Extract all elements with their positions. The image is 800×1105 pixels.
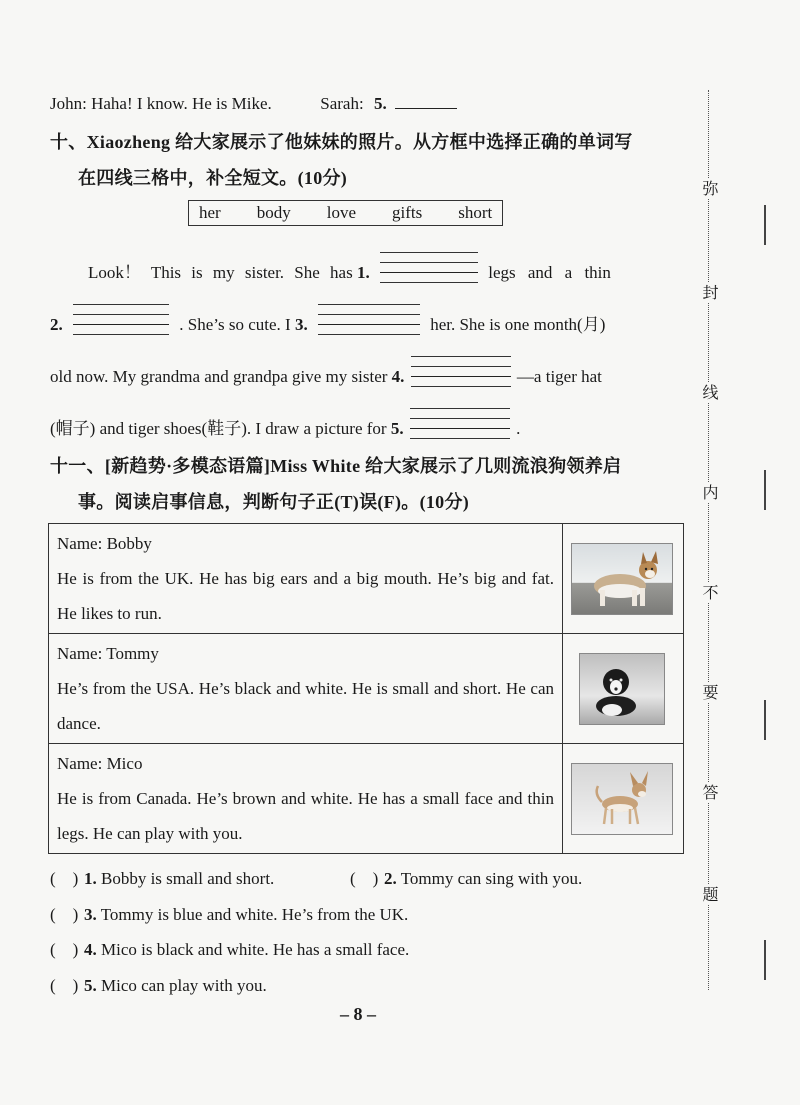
question-number: 4.	[84, 940, 97, 959]
edge-mark	[764, 470, 766, 510]
fourline-blank-5[interactable]	[410, 408, 510, 444]
top-dialogue-line	[50, 94, 457, 114]
edge-mark	[764, 940, 766, 980]
dog-photo-cell	[563, 634, 684, 744]
word-short: short	[458, 203, 493, 222]
dog-info-cell	[49, 634, 563, 744]
word-box	[188, 200, 503, 226]
answer-paren[interactable]: ( )	[50, 976, 79, 995]
passage-text: her. She is one month(月)	[430, 315, 606, 334]
blank-number-4: 4.	[391, 367, 405, 386]
question-5	[50, 971, 267, 996]
fourline-blank-4[interactable]	[411, 356, 511, 392]
question-text: Tommy can sing with you.	[400, 869, 583, 888]
answer-paren[interactable]: ( )	[50, 905, 79, 924]
fourline-blank-1[interactable]	[380, 252, 478, 288]
seal-char: 题	[697, 884, 720, 904]
passage-text: (帽子) and tiger shoes(鞋子). I draw a picture for	[50, 419, 387, 438]
sarah-label: Sarah:	[320, 94, 364, 113]
question-text: Mico is black and white. He has a small face.	[101, 940, 410, 959]
blank-number-2: 2.	[50, 315, 63, 334]
corgi-dog-photo	[571, 543, 673, 615]
passage-text: old now. My grandma and grandpa give my sister	[50, 367, 388, 386]
question-text: Bobby is small and short.	[101, 869, 275, 888]
edge-mark	[764, 700, 766, 740]
seal-char: 要	[697, 682, 720, 702]
word-her: her	[199, 203, 221, 222]
answer-paren[interactable]: ( )	[50, 940, 79, 959]
seal-char: 答	[697, 782, 720, 802]
word-gifts: gifts	[392, 203, 423, 222]
blank-number-1: 1.	[356, 263, 370, 282]
blank-number-3: 3.	[294, 315, 308, 334]
dog-info-cell	[49, 524, 563, 634]
table-row	[49, 524, 684, 634]
question-number: 2.	[384, 869, 397, 888]
answer-paren[interactable]: ( )	[350, 869, 379, 888]
dog-description: He’s from the USA. He’s black and white. He is small and short. He can dance.	[57, 679, 554, 733]
section10-title-line1: 十、Xiaozheng 给大家展示了他妹妹的照片。从方框中选择正确的单词写	[50, 132, 633, 152]
page-number: – 8 –	[340, 1004, 376, 1024]
table-row	[49, 634, 684, 744]
passage-text: Look！ This is my sister. She has	[88, 263, 353, 282]
passage-text: . She’s so cute. I	[179, 315, 291, 334]
passage-text: —a tiger hat	[516, 367, 602, 386]
black-white-puppy-photo	[579, 653, 665, 725]
dog-name: Name: Bobby	[57, 534, 152, 553]
john-line: John: Haha! I know. He is Mike.	[50, 94, 272, 113]
dog-photo-cell	[563, 744, 684, 854]
adoption-notice-table	[48, 523, 684, 854]
seal-char: 内	[697, 482, 720, 502]
question-4	[50, 935, 409, 960]
passage-line-3	[50, 356, 602, 392]
fourline-blank-2[interactable]	[73, 304, 169, 340]
passage-line-2	[50, 304, 605, 340]
blank-number-5: 5.	[390, 419, 404, 438]
seal-char: 不	[697, 582, 720, 602]
passage-line-4	[50, 408, 520, 444]
seal-char: 线	[697, 382, 720, 402]
passage-line-1	[88, 252, 611, 288]
answer-blank[interactable]	[395, 94, 457, 109]
fourline-blank-3[interactable]	[318, 304, 420, 340]
section11-title-line2: 事。阅读启事信息，判断句子正(T)误(F)。(10分)	[78, 492, 470, 512]
question-text: Tommy is blue and white. He’s from the UK.	[100, 905, 409, 924]
dog-info-cell	[49, 744, 563, 854]
question-3	[50, 900, 408, 925]
word-love: love	[326, 203, 356, 222]
chihuahua-photo	[571, 763, 673, 835]
question-number: 5.	[373, 94, 387, 113]
section11-title-line1: 十一、[新趋势·多模态语篇]Miss White 给大家展示了几则流浪狗领养启	[50, 456, 622, 476]
seal-line	[694, 90, 724, 990]
edge-mark	[764, 205, 766, 245]
dog-photo-cell	[563, 524, 684, 634]
dog-name: Name: Mico	[57, 754, 143, 773]
question-1	[50, 864, 274, 889]
seal-dotted-line	[708, 90, 709, 990]
seal-char: 弥	[697, 178, 720, 198]
question-text: Mico can play with you.	[101, 976, 267, 995]
seal-char: 封	[697, 282, 720, 302]
answer-paren[interactable]: ( )	[50, 869, 79, 888]
table-row	[49, 744, 684, 854]
question-number: 1.	[84, 869, 97, 888]
dog-description: He is from the UK. He has big ears and a big mouth. He’s big and fat. He likes to run.	[57, 569, 554, 623]
question-2	[350, 864, 582, 889]
passage-text: .	[516, 419, 521, 438]
dog-description: He is from Canada. He’s brown and white. He has a small face and thin legs. He can play with you.	[57, 789, 554, 843]
word-body: body	[256, 203, 291, 222]
question-number: 3.	[84, 905, 97, 924]
question-number: 5.	[84, 976, 97, 995]
section10-title-line2: 在四线三格中，补全短文。(10分)	[78, 168, 348, 188]
passage-text: legs and a thin	[488, 263, 611, 282]
dog-name: Name: Tommy	[57, 644, 159, 663]
